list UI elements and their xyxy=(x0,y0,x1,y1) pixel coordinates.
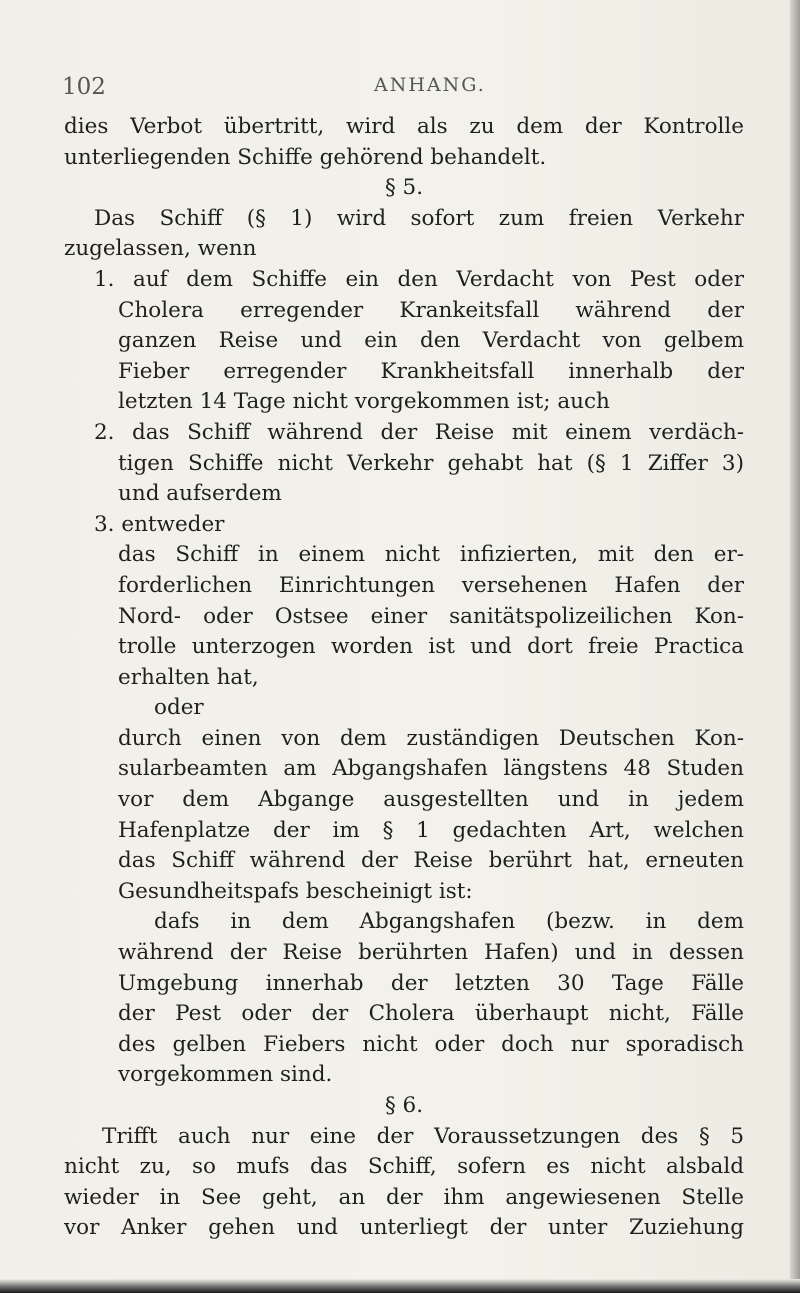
text-line: letzten 14 Tage nicht vorgekommen ist; auch xyxy=(118,389,610,415)
text-line: Gesundheitspafs bescheinigt ist: xyxy=(118,878,473,904)
text-line: und aufserdem xyxy=(118,481,282,507)
text-line: das Schiff in einem nicht infizierten, mit den er- xyxy=(118,542,744,568)
text-line: Nord- oder Ostsee einer sanitätspolizeilichen Kon- xyxy=(118,603,744,629)
text-line: zugelassen, wenn xyxy=(64,236,257,262)
text-line: vor Anker gehen und unterliegt der unter Zuziehung xyxy=(64,1215,744,1241)
text-line: des gelben Fiebers nicht oder doch nur sporadisch xyxy=(118,1031,744,1057)
text-line: Trifft auch nur eine der Voraussetzungen des § 5 xyxy=(102,1123,744,1149)
text-line: Umgebung innerhab der letzten 30 Tage Fälle xyxy=(118,970,744,996)
page-header xyxy=(0,74,800,100)
list-item-1: 1. auf dem Schiffe ein den Verdacht von Pest oder xyxy=(94,266,744,292)
section-heading: § 5. xyxy=(384,175,424,201)
text-line: erhalten hat, xyxy=(118,664,259,690)
page-number: 102 xyxy=(62,74,106,100)
section-heading: § 6. xyxy=(384,1093,424,1118)
text-line: Das Schiff (§ 1) wird sofort zum freien Verkehr xyxy=(94,205,744,231)
scan-bottom-edge xyxy=(0,1279,800,1293)
text-line: nicht zu, so mufs das Schiff, sofern es nicht alsbald xyxy=(64,1154,744,1180)
text-line: Cholera erregender Krankeitsfall während der xyxy=(118,297,744,323)
list-item-3: 3. entweder xyxy=(94,511,225,537)
text-line: durch einen von dem zuständigen Deutschen Kon- xyxy=(118,725,744,751)
text-line: oder xyxy=(154,695,204,721)
list-item-2: 2. das Schiff während der Reise mit einem verdäch- xyxy=(94,419,744,445)
running-title: ANHANG. xyxy=(374,74,486,96)
text-line: ganzen Reise und ein den Verdacht von gelbem xyxy=(118,328,744,354)
text-line: tigen Schiffe nicht Verkehr gehabt hat (§ 1 Ziffer 3) xyxy=(118,450,744,476)
text-line: Hafenplatze der im § 1 gedachten Art, welchen xyxy=(118,817,744,843)
text-line: vor dem Abgange ausgestellten und in jedem xyxy=(118,787,744,813)
text-line: forderlichen Einrichtungen versehenen Hafen der xyxy=(118,572,744,598)
text-line: das Schiff während der Reise berührt hat, erneuten xyxy=(118,848,744,874)
text-line: Fieber erregender Krankheitsfall innerhalb der xyxy=(118,358,744,384)
page-edge-shadow xyxy=(790,0,800,1293)
text-line: der Pest oder der Cholera überhaupt nicht, Fälle xyxy=(118,1001,744,1027)
text-line: trolle unterzogen worden ist und dort freie Practica xyxy=(118,634,744,660)
text-line: dafs in dem Abgangshafen (bezw. in dem xyxy=(154,909,744,935)
text-line: vorgekommen sind. xyxy=(118,1062,333,1088)
body-text xyxy=(64,112,744,1244)
text-line: sularbeamten am Abgangshafen längstens 48 Studen xyxy=(118,756,744,782)
text-line: unterliegenden Schiffe gehörend behandelt. xyxy=(64,144,547,170)
text-line: dies Verbot übertritt, wird als zu dem der Kontrolle xyxy=(64,114,744,139)
text-line: während der Reise berührten Hafen) und in dessen xyxy=(118,940,744,966)
text-line: wieder in See geht, an der ihm angewiesenen Stelle xyxy=(64,1184,744,1210)
